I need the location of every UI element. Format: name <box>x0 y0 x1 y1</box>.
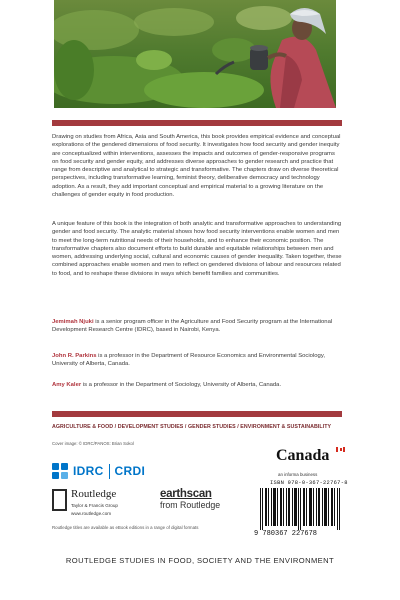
subject-categories: AGRICULTURE & FOOD / DEVELOPMENT STUDIES / GENDER STUDIES / ENVIRONMENT & SUSTAINABILITY <box>52 424 332 430</box>
canada-text: Canada <box>276 447 330 464</box>
top-accent-bar <box>52 120 342 126</box>
earthscan-subtitle: from Routledge <box>160 500 221 510</box>
series-title: ROUTLEDGE STUDIES IN FOOD, SOCIETY AND THE ENVIRONMENT <box>65 556 335 565</box>
crdi-text: CRDI <box>114 464 146 478</box>
isbn-label: ISBN 978-0-367-22767-8 <box>270 480 348 486</box>
barcode-digits: 9 780367 227678 <box>254 530 318 538</box>
bottom-accent-bar <box>52 411 342 417</box>
routledge-logo <box>52 486 142 520</box>
cover-photo <box>54 0 336 108</box>
author-bio-text: is a senior program officer in the Agriculture and Food Security program at the International Development Research Centre (IDRC), based in Nairobi, Kenya. <box>52 319 333 334</box>
author-bio-parkins <box>52 352 342 369</box>
author-bio-kaler <box>52 381 342 389</box>
routledge-mark-icon <box>52 489 67 511</box>
author-bio-text: is a professor in the Department of Resource Economics and Environmental Sociology, University of Alberta, Canada. <box>52 353 325 368</box>
informa-tagline: an informa business <box>278 472 318 477</box>
cover-image-credit: Cover image: © IDRC/PANOS: Brian Sokol <box>52 441 134 446</box>
ebook-note: Routledge titles are available as eBook editions in a range of digital formats <box>52 525 199 530</box>
canada-flag-icon <box>336 447 345 452</box>
description-paragraph-1: Drawing on studies from Africa, Asia and South America, this book provides empirical evidence and conceptual explorations of the gendered dimensions of food security. It investigates how food security and gender inequity are conceptualized within interventions, assesses the impacts and outcomes of gender-responsive programs on food security and gender equity, and addresses diverse approaches to gender research and practice that range from descriptive and analytical to strategic and transformative. The chapters draw on diverse theoretical perspectives, including transformative learning, feminist theory, deliberative democracy and technology adoption. As a result, they add important conceptual and empirical material to a growing literature on the challenges of gender equity in food production. <box>52 134 341 199</box>
earthscan-logo <box>160 488 236 518</box>
earthscan-text: earthscan <box>160 488 212 500</box>
routledge-subtitle: Taylor & Francis Group <box>71 503 118 508</box>
idrc-crdi-logo <box>52 460 164 482</box>
idrc-text: IDRC <box>73 464 104 478</box>
routledge-url: www.routledge.com <box>71 511 112 516</box>
author-bio-text: is a professor in the Department of Sociology, University of Alberta, Canada. <box>81 382 282 388</box>
barcode-icon <box>258 488 344 530</box>
description-paragraph-2: A unique feature of this book is the integration of both analytic and transformative approaches to understanding gender and food security. The analytic material shows how food security interventions enable women and men to meet the long-term nutritional needs of their households, and to enhance their economic position. The transformative chapters also document efforts to build durable and equitable relationships between men and women, addressing underlying social, cultural and economic causes of gender inequality. Taken together, these combined approaches enable women and men to reflect on gendered divisions of labour and resources related to food, and to reshape these divisions in ways which benefit families and communities. <box>52 221 342 277</box>
idrc-mark-icon <box>52 463 69 480</box>
canada-wordmark <box>276 447 346 467</box>
author-bio-njuki <box>52 318 342 335</box>
author-name: Amy Kaler <box>52 382 82 388</box>
routledge-text: Routledge <box>71 488 117 500</box>
author-name: John R. Parkins <box>52 353 97 359</box>
author-name: Jemimah Njuki <box>52 319 94 325</box>
logo-divider <box>109 464 110 479</box>
